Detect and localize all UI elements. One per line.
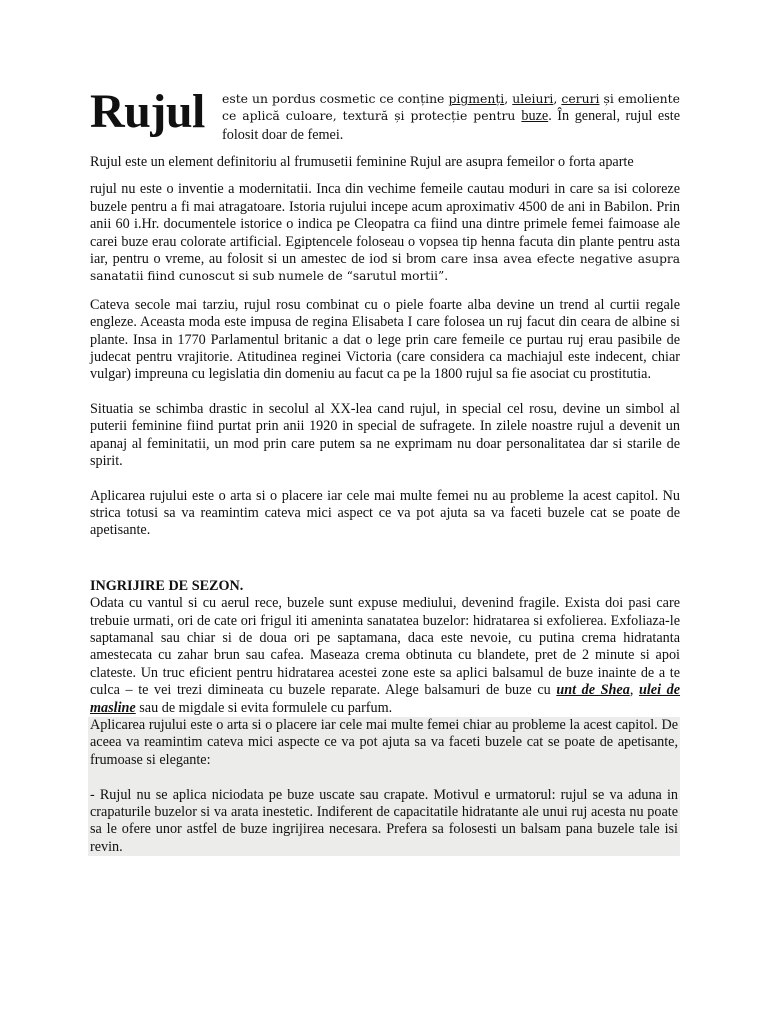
highlighted-paragraph-dry-lips: - Rujul nu se aplica niciodata pe buze uscate sau crapate. Motivul e urmatorul: rujul se va aduna in crapaturile buzelor si va arata inestetic. Indiferent de capacitatile hidratante ale unui ruj acesta nu poate sa le ofere unor astfel de buze ingrijirea necesara. Prefera sa folosesti un balsam pana buzele tale isi revin.: [90, 786, 678, 855]
paragraph-application: Aplicarea rujului este o arta si o placere iar cele mai multe femei nu au probleme la acest capitol. Nu strica totusi sa va reamintim cateva mici aspect ce va pot ajuta sa va faceti buzele cat se poate de apetisante.: [90, 487, 680, 539]
link-pigmenti[interactable]: pigmenți: [448, 91, 505, 106]
section-heading: INGRIJIRE DE SEZON.: [90, 577, 244, 594]
link-uleiuri[interactable]: uleiuri: [512, 91, 554, 106]
document-page: [90, 86, 680, 856]
paragraph-season-care: Odata cu vantul si cu aerul rece, buzele sunt expuse mediului, devenind fragile. Exista doi pasi care trebuie urmati, ori de cate ori frigul iti ameninta sanatatea buzelor: hidratarea si exfolierea. Exfoliaza-le saptamanal sau chiar si de doua ori pe saptamana, daca este nevoie, cu putina crema hidratanta amestecata cu zahar brun sau cafea. Maseaza crema obtinuta cu blandete, pret de 2 minute si apoi clateste. Un truc eficient pentru hidratarea acestei zone este sa aplici balsamul de buze inainte de a te culca – te vei trezi dimineata cu buzele reparate. Alege balsamuri de buze cu unt de Shea, ulei de masline sau de migdale si evita formulele cu parfum.: [90, 595, 681, 716]
spacer: [90, 769, 678, 786]
link-ulei-de-masline[interactable]: ulei de masline: [90, 682, 681, 716]
paragraph-history: rujul nu este o inventie a modernitatii. Inca din vechime femeile cautau moduri in care sa isi coloreze buzele pentru a fi mai atragatoare. Istoria rujului incepe acum aproximativ 4500 de ani in Babilon. Prin anii 60 i.Hr. documentele istorice o indica pe Cleopatra ca fiind una dintre primele femei faimoase ale carei buze erau colorate artificial. Egiptencele foloseau o vopsea tip henna facuta din plante pentru asta iar, pentru o vreme, au folosit si un amestec de iod si brom care insa avea efecte negative asupra sanatatii fiind cunoscut si sub numele de “sarutul mortii”.: [90, 181, 680, 284]
link-ceruri[interactable]: ceruri: [561, 91, 600, 106]
highlighted-paragraph-tips: Aplicarea rujului este o arta si o placere iar cele mai multe femei chiar au probleme la acest capitol. De aceea va reamintim cateva mici aspecte ce va pot ajuta sa va faceti buzele cat se poate de apetisante, frumoase si elegante:: [90, 716, 678, 768]
dropcap-title: Rujul: [90, 85, 205, 138]
link-buze[interactable]: buze: [521, 108, 549, 125]
paragraph-centuries: Cateva secole mai tarziu, rujul rosu combinat cu o piele foarte alba devine un trend al curtii regale engleze. Aceasta moda este impusa de regina Elisabeta I care folosea un ruj facut din ceara de albine si plante. Insa in 1770 Parlamentul britanic a dat o lege prin care femeile ce purtau ruj erau pasibile de judecat pentru vrajitorie. Atitudinea reginei Victoria (care considera ca machiajul este indecent, chiar vulgar) impreuna cu legislatia din domeniu au facut ca pe la 1800 rujul sa fie asociat cu prostitutia.: [90, 296, 680, 383]
paragraph-20th-century: Situatia se schimba drastic in secolul al XX-lea cand rujul, in special cel rosu, devine un simbol al puterii feminine fiind purtat prin anii 1920 in special de sufragete. In zilele noastre rujul a devenit un apanaj al feminitatii, un mod prin care putem sa ne exprimam nu doar personalitatea dar si starile de spirit.: [90, 400, 680, 470]
intro-block: [90, 86, 680, 144]
paragraph-intro: Rujul este un element definitoriu al frumusetii feminine Rujul are asupra femeilor o forta aparte: [90, 154, 634, 170]
link-unt-de-shea[interactable]: unt de Shea: [556, 682, 630, 699]
highlighted-block: [88, 717, 680, 856]
intro-text: este un pordus cosmetic ce conține pigmenți, uleiuri, ceruri și emoliente ce aplică culoare, textură și protecție pentru buze. În general, rujul este folosit doar de femei.: [222, 91, 680, 143]
